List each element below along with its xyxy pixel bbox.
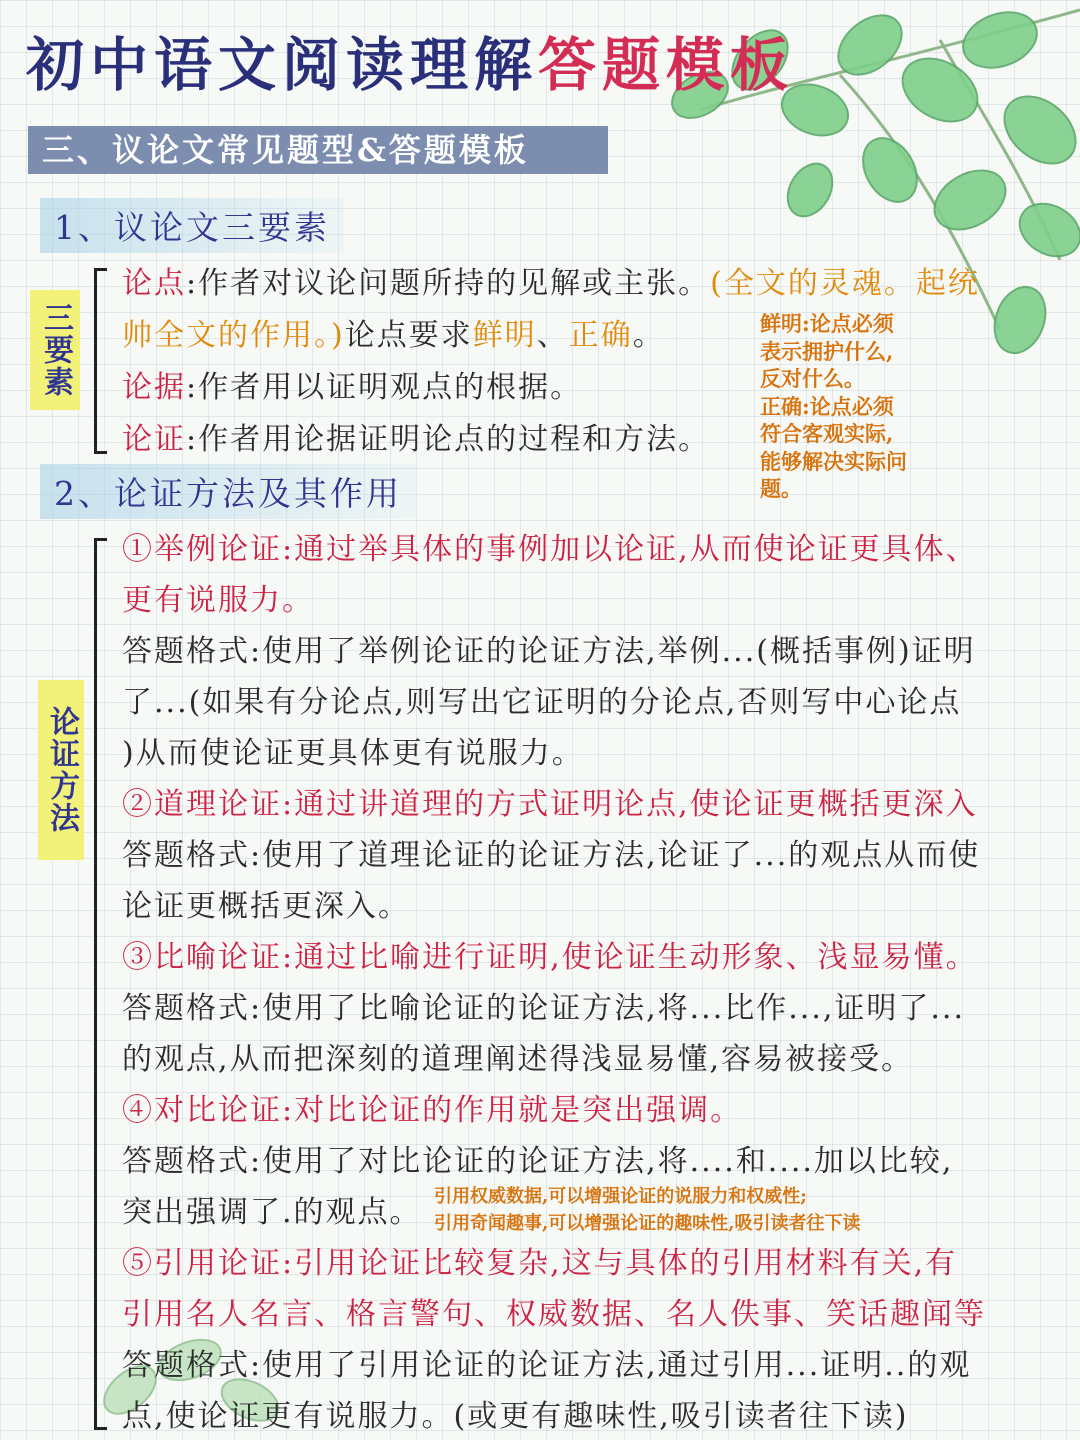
element-line-evidence — [122, 362, 582, 406]
method-line: 答题格式:使用了引用论证的论证方法,通过引用...证明..的观 — [122, 1348, 972, 1383]
key-reasoning: 论证 — [122, 422, 186, 457]
page-title-highlight: 答题模板 — [538, 31, 795, 99]
argument-requirement: 论点要求 — [344, 318, 473, 353]
key-evidence: 论据 — [122, 370, 186, 405]
requirement-sep: 、 — [536, 318, 569, 353]
method-line: 的观点,从而把深刻的道理阐述得浅显易懂,容易被接受。 — [122, 1042, 914, 1077]
method-line: ①举例论证:通过举具体的事例加以论证,从而使论证更具体、 — [122, 532, 978, 567]
note-line: 反对什么。 — [760, 366, 865, 391]
note-line: 鲜明:论点必须 — [760, 311, 894, 336]
section-banner: 三、议论文常见题型&答题模板 — [28, 126, 608, 174]
page-title — [26, 18, 794, 102]
note-line: 符合客观实际, — [760, 421, 894, 446]
evidence-definition: :作者用以证明观点的根据。 — [186, 370, 583, 405]
method-line: 突出强调了.的观点。 — [122, 1195, 422, 1230]
method-line: 答题格式:使用了对比论证的论证方法,将....和....加以比较, — [122, 1144, 954, 1179]
method-line: )从而使论证更具体更有说服力。 — [122, 736, 584, 771]
element-line-argument — [122, 258, 980, 302]
method-line: 更有说服力。 — [122, 583, 314, 618]
section1-heading: 1、议论文三要素 — [40, 198, 344, 253]
argument-extra: (全文的灵魂。起统 — [710, 266, 980, 301]
note-line: 能够解决实际问 — [760, 448, 907, 474]
requirement-end: 。 — [632, 318, 665, 353]
method-line: ⑤引用论证:引用论证比较复杂,这与具体的引用材料有关,有 — [122, 1246, 958, 1281]
method-line: 了...(如果有分论点,则写出它证明的分论点,否则写中心论点 — [122, 685, 962, 720]
section1-bracket — [94, 268, 107, 454]
requirement-correct: 正确 — [568, 318, 633, 353]
element-line-reasoning — [122, 414, 710, 458]
methods-label: 论证方法 — [38, 680, 84, 860]
method-line: ②道理论证:通过讲道理的方式证明论点,使论证更概括更深入 — [122, 787, 978, 822]
quote-note-anecdote: 引用奇闻趣事,可以增强论证的趣味性,吸引读者往下读 — [434, 1213, 861, 1234]
method-line: 答题格式:使用了道理论证的论证方法,论证了...的观点从而使 — [122, 838, 981, 873]
key-argument: 论点 — [122, 266, 186, 301]
note-line: 正确:论点必须 — [760, 393, 894, 419]
section2-bracket — [94, 538, 107, 1430]
note-line: 题。 — [760, 476, 802, 501]
section2-heading: 2、论证方法及其作用 — [40, 464, 416, 519]
quote-note-authority: 引用权威数据,可以增强论证的说服力和权威性; — [434, 1186, 807, 1207]
element-line-argument-cont — [122, 310, 665, 354]
method-line: ③比喻论证:通过比喻进行证明,使论证生动形象、浅显易懂。 — [122, 940, 978, 975]
method-line: ④对比论证:对比论证的作用就是突出强调。 — [122, 1093, 743, 1128]
method-line: 论证更概括更深入。 — [122, 889, 410, 924]
requirement-note — [760, 310, 907, 503]
method-line: 答题格式:使用了比喻论证的论证方法,将...比作...,证明了... — [122, 991, 966, 1026]
page-title-main: 初中语文阅读理解 — [26, 31, 539, 99]
note-line: 表示拥护什么, — [760, 338, 894, 364]
method-line: 点,使论证更有说服力。(或更有趣味性,吸引读者往下读) — [122, 1399, 909, 1434]
method-line: 答题格式:使用了举例论证的论证方法,举例...(概括事例)证明 — [122, 634, 976, 669]
argument-definition: :作者对议论问题所持的见解或主张。 — [186, 266, 711, 301]
method-line: 引用名人名言、格言警句、权威数据、名人佚事、笑话趣闻等 — [122, 1297, 986, 1332]
three-elements-label: 三要素 — [30, 290, 80, 410]
requirement-clear: 鲜明 — [472, 318, 537, 353]
reasoning-definition: :作者用论据证明论点的过程和方法。 — [186, 422, 711, 457]
argument-extra-cont: 帅全文的作用。) — [122, 318, 345, 353]
